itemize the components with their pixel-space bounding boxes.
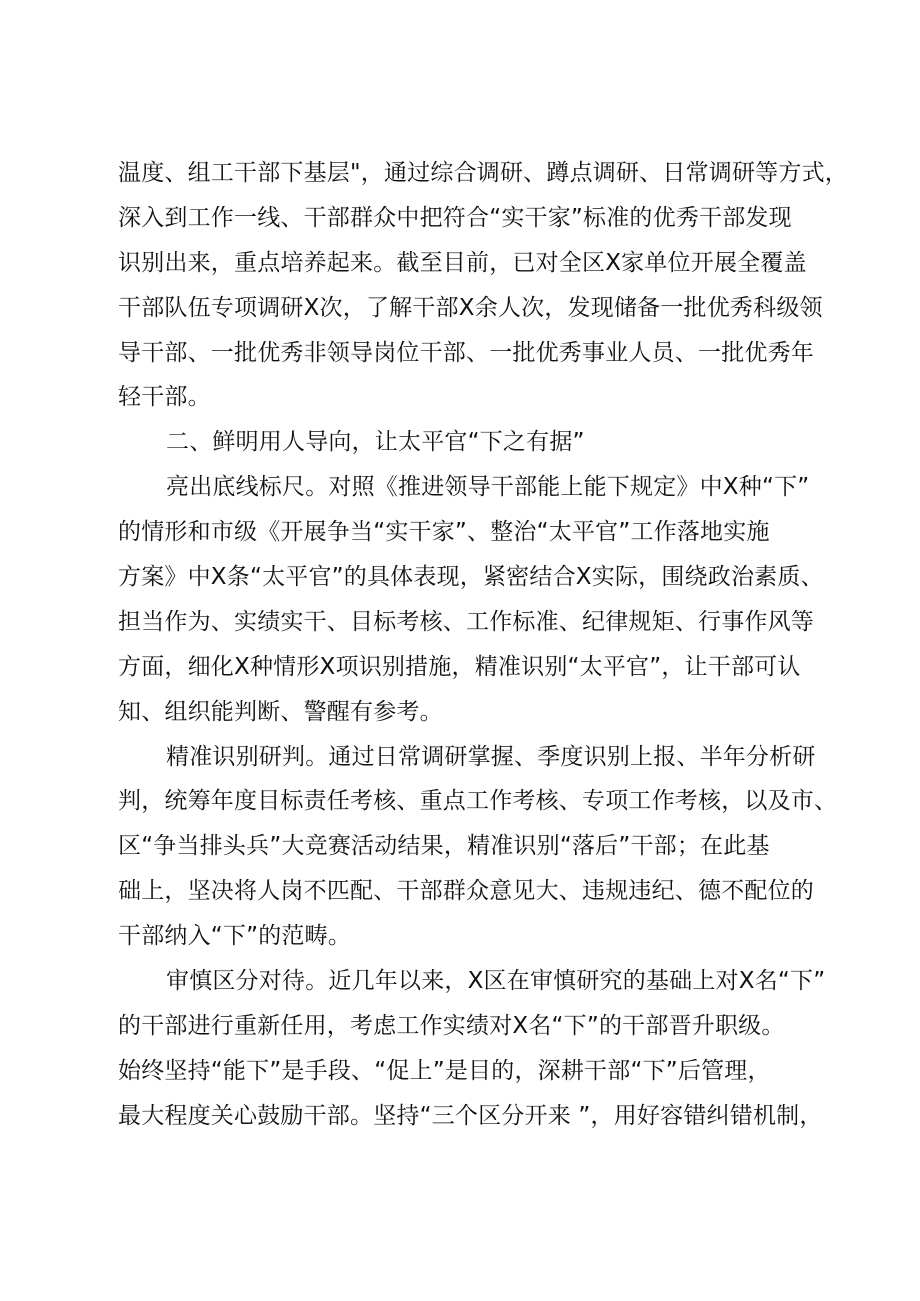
body-line: 温度、组工干部下基层"，通过综合调研、蹲点调研、日常调研等方式， xyxy=(118,160,848,186)
body-line: 导干部、一批优秀非领导岗位干部、一批优秀事业人员、一批优秀年 xyxy=(118,339,814,366)
body-line: 轻干部。 xyxy=(118,384,211,411)
body-line: 深入到工作一线、干部群众中把符合“实干家”标准的优秀干部发现 xyxy=(118,204,792,231)
paragraph-first-line: 亮出底线标尺。对照《推进领导干部能上能下规定》中X种“下” xyxy=(166,474,810,501)
body-line: 的情形和市级《开展争当“实干家”、整治“太平官”工作落地实施 xyxy=(118,519,770,546)
body-line: 的干部进行重新任用，考虑工作实绩对X名“下”的干部晋升职级。 xyxy=(118,1012,785,1039)
body-line: 判，统筹年度目标责任考核、重点工作考核、专项工作考核，以及市、 xyxy=(118,788,838,815)
body-line: 知、组织能判断、警醒有参考。 xyxy=(118,698,443,725)
document-body xyxy=(118,151,848,1139)
body-line: 最大程度关心鼓励干部。坚持“三个区分开来 ”，用好容错纠错机制， xyxy=(118,1102,823,1129)
paragraph-first-line: 精准识别研判。通过日常调研掌握、季度识别上报、半年分析研 xyxy=(166,743,816,770)
body-line: 识别出来，重点培养起来。截至目前，已对全区X家单位开展全覆盖 xyxy=(118,249,807,276)
body-line: 干部队伍专项调研X次，了解干部X余人次，发现储备一批优秀科级领 xyxy=(118,294,823,321)
paragraph-first-line: 审慎区分对待。近几年以来，X区在审慎研究的基础上对X名“下” xyxy=(166,968,826,995)
body-line: 础上，坚决将人岗不匹配、干部群众意见大、违规违纪、德不配位的 xyxy=(118,878,814,905)
section-heading: 二、鲜明用人导向，让太平官“下之有据” xyxy=(166,429,585,456)
body-line: 始终坚持“能下”是手段、“促上”是目的，深耕干部“下”后管理， xyxy=(118,1057,771,1084)
body-line: 担当作为、实绩实干、目标考核、工作标准、纪律规矩、行事作风等 xyxy=(118,608,814,635)
body-line: 方面，细化X种情形X项识别措施，精准识别“太平官”，让干部可认 xyxy=(118,653,801,680)
body-line: 区“争当排头兵”大竞赛活动结果，精准识别“落后”干部；在此基 xyxy=(118,833,770,860)
body-line: 方案》中X条“太平官”的具体表现，紧密结合X实际，围绕政治素质、 xyxy=(118,564,824,591)
body-line: 干部纳入“下”的范畴。 xyxy=(118,923,352,950)
